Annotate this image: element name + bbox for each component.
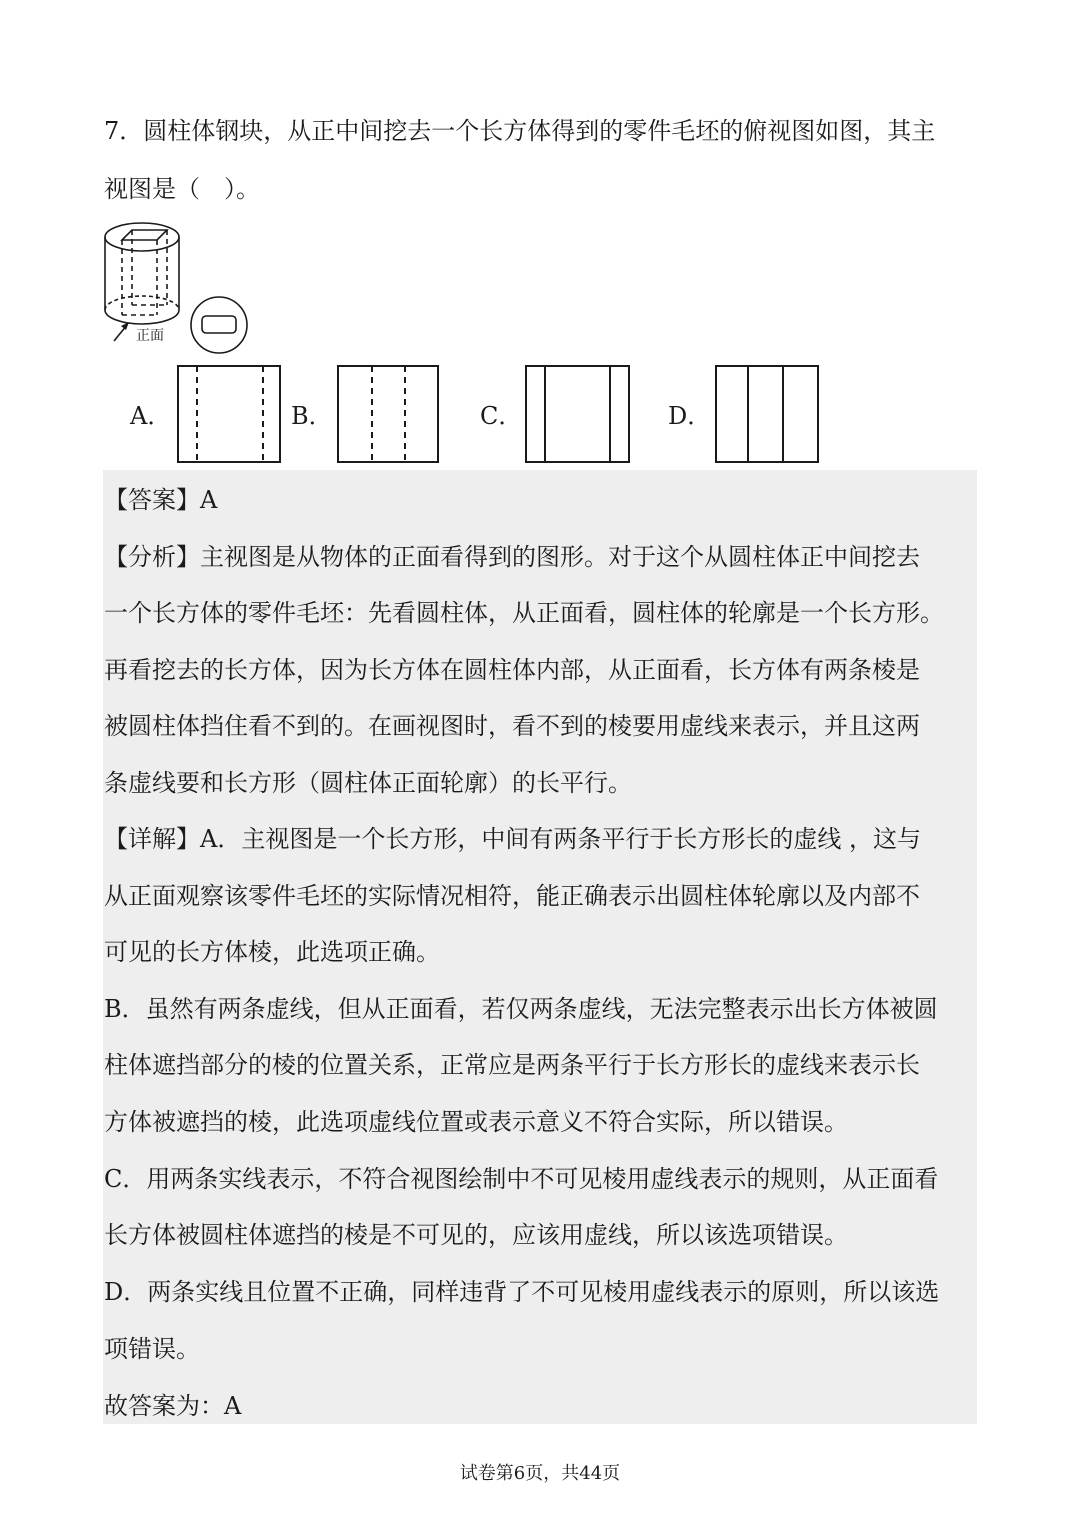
detail-line-9: D．两条实线且位置不正确，同样违背了不可见棱用虚线表示的原则，所以该选 [104, 1278, 940, 1306]
detail-line-4: B．虽然有两条虚线，但从正面看，若仅两条虚线，无法完整表示出长方体被圆 [104, 995, 938, 1023]
option-a-figure [177, 365, 283, 465]
option-c-figure [525, 365, 632, 465]
analysis-line-3: 再看挖去的长方体，因为长方体在圆柱体内部，从正面看，长方体有两条棱是 [104, 656, 920, 684]
option-c-label: C． [480, 402, 523, 430]
detail-line-3: 可见的长方体棱，此选项正确。 [104, 938, 440, 966]
analysis-line-2: 一个长方体的零件毛坯：先看圆柱体，从正面看，圆柱体的轮廓是一个长方形。 [104, 599, 944, 627]
conclusion-line: 故答案为：A [104, 1392, 242, 1420]
page-footer: 试卷第6页，共44页 [459, 1463, 621, 1484]
option-d-label: D． [668, 402, 712, 430]
detail-line-1: 【详解】A．主视图是一个长方形，中间有两条平行于长方形长的虚线 ，这与 [104, 825, 921, 853]
option-b-label: B． [291, 402, 333, 430]
cylinder-figure [100, 215, 260, 369]
analysis-line-1: 【分析】主视图是从物体的正面看得到的图形。对于这个从圆柱体正中间挖去 [104, 543, 920, 571]
question-line-1: 7．圆柱体钢块，从正中间挖去一个长方体得到的零件毛坯的俯视图如图，其主 [104, 117, 936, 145]
answer-line: 【答案】A [104, 486, 218, 514]
detail-line-7: C．用两条实线表示，不符合视图绘制中不可见棱用虚线表示的规则，从正面看 [104, 1165, 939, 1193]
option-a-label: A． [130, 402, 172, 430]
analysis-line-5: 条虚线要和长方形（圆柱体正面轮廓）的长平行。 [104, 769, 632, 797]
top-view-drawing [188, 294, 250, 356]
front-label: 正面 [136, 328, 164, 344]
analysis-line-4: 被圆柱体挡住看不到的。在画视图时，看不到的棱要用虚线来表示，并且这两 [104, 712, 920, 740]
option-b-figure [337, 365, 441, 465]
detail-line-8: 长方体被圆柱体遮挡的棱是不可见的，应该用虚线，所以该选项错误。 [104, 1221, 848, 1249]
detail-line-5: 柱体遮挡部分的棱的位置关系，正常应是两条平行于长方形长的虚线来表示长 [104, 1051, 920, 1079]
question-text [104, 102, 980, 218]
detail-line-10: 项错误。 [104, 1335, 200, 1363]
question-line-2: 视图是（ ）。 [104, 175, 260, 203]
detail-line-6: 方体被遮挡的棱，此选项虚线位置或表示意义不符合实际，所以错误。 [104, 1108, 848, 1136]
option-d-figure [715, 365, 821, 465]
detail-line-2: 从正面观察该零件毛坯的实际情况相符，能正确表示出圆柱体轮廓以及内部不 [104, 882, 920, 910]
